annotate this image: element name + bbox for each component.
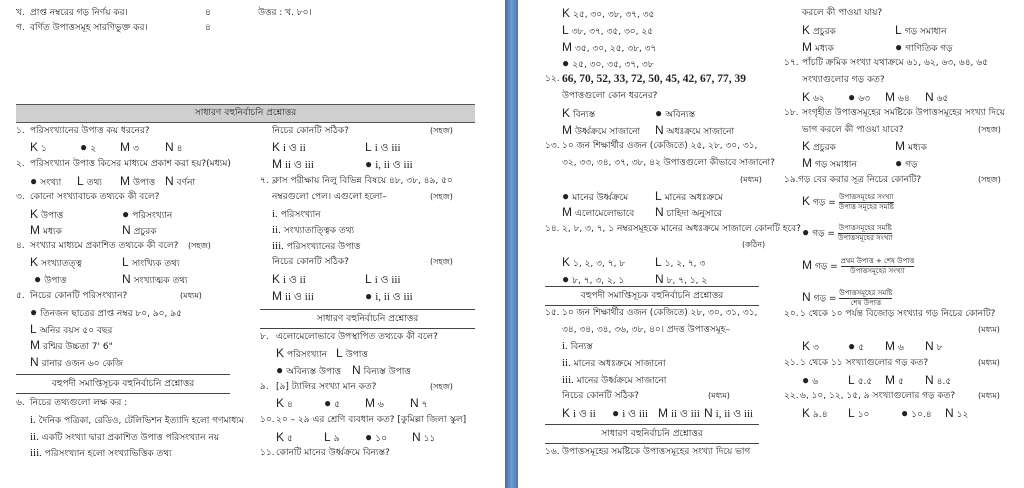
option-correct: ● ৫ (324, 396, 341, 410)
question-number: ১৩. (545, 141, 560, 151)
option: L i ও iii (365, 272, 401, 286)
section-header: বহুপদী সমাপ্তিসূচক বহুনির্বাচনি প্রশ্নোত্তর (16, 374, 230, 394)
option-formula: M গড় = $\frac{\text{প্রথম উপাত্ত + শেষ উপাত্ত}}{\text{উপাত্তসমূহের সংখ্যা}}$ (802, 257, 915, 275)
option: K i ও ii (272, 140, 306, 154)
option: K ১, ২, ৩, ৭, ৮ (562, 255, 626, 269)
option-correct (80, 141, 96, 155)
option-marker: N (122, 223, 131, 237)
question-number: ৬. (16, 398, 25, 408)
option: K বিন্যস্ত (562, 106, 596, 120)
option (165, 175, 195, 189)
option: L ১০ (848, 406, 870, 420)
section-header: সাধারণ বহুনির্বাচনি প্রশ্নোত্তর (16, 104, 475, 123)
option: N ৭ (410, 396, 428, 410)
option: M ৬ (885, 339, 904, 353)
option (120, 141, 139, 155)
filled-circle-icon: ● (30, 174, 38, 188)
option: M ৫ (885, 373, 904, 387)
option-correct (30, 306, 182, 320)
item-label: খ. (16, 8, 25, 18)
difficulty-label: (মধ্যম) (180, 291, 202, 300)
option: L ৫.৫ (848, 373, 873, 387)
question-text: কোনটি মানের উর্ধ্বক্রমে বিন্যস্ত? (276, 448, 390, 458)
option-text: রশ্মির উচ্চতা 7' 6" (43, 342, 113, 352)
difficulty-label: (সহজ) (978, 175, 1001, 184)
fraction: $\frac{\text{উপাত্তসমূহের সংখ্যা}}{\text{উপাত্ত সমূহের সমষ্টি}}$ (838, 193, 894, 211)
option: M ৬৪ (885, 90, 910, 104)
filled-circle-icon: ● (895, 40, 903, 54)
option: M এলোমেলোভাবে (562, 205, 635, 219)
filled-circle-icon: ● (324, 396, 332, 410)
question-text: ১ থেকে ১০ পর্যন্ত বিজোড় সংখ্যার গড় নিচের কোনটি? (800, 309, 996, 319)
option-correct: ● মানের উর্ধ্বক্রমে (562, 189, 629, 203)
question-text: ৩৪, ৩৪, ৩৪, ৩৬, ৩৮, ৪০। প্রদত্ত উপাত্তসমূহ– (562, 325, 730, 335)
option-correct (122, 208, 172, 222)
question-text: পরিসংখ্যানের উপাত্ত কয় ধরনের? (30, 126, 150, 136)
filled-circle-icon: ● (562, 272, 570, 286)
question-text: উপাত্তগুলো কোন ধরনের? (562, 91, 658, 101)
question-text: সংগৃহীত উপাত্তসমূহের সমষ্টিকে উপাত্তসমূহের সংখ্যা দিয়ে (802, 108, 1005, 118)
option: M ii ও iii (658, 406, 700, 420)
option: N চাহিদা অনুসারে (655, 205, 722, 219)
option-text: ১ (41, 144, 47, 154)
fraction: $\frac{\text{উপাত্তসমূহের সমষ্টি}}{\text{উপাত্তসমূহের সংখ্যা}}$ (837, 224, 893, 242)
option: L ৩৮, ৩৭, ৩৫, ৩০, ২৫ (562, 23, 654, 37)
question-text: এলোমেলোভাবে উপস্থাপিত তথ্যকে কী বলে? (276, 332, 438, 342)
item-text: বর্ণিত উপাত্তসমূহ সারণিভুক্ত কর। (30, 23, 148, 33)
option-text: উপাত্ত (41, 211, 64, 221)
question-text: পরিসংখ্যান উপাত্ত কিসের মাধ্যমে প্রকাশ করা হয়?(মধ্যম) (30, 159, 231, 169)
difficulty-label: (সহজ) (188, 241, 211, 250)
question-text: ৩২, ৩৩, ৩৪, ৩৭, ৩৮, ৪২ উপাত্তগুলো কীভাবে সাজানো? (562, 158, 775, 168)
question-number: ২১. (784, 358, 799, 368)
difficulty-label: (কঠিন) (742, 240, 766, 249)
option: N ১১ (412, 430, 436, 444)
filled-circle-icon: ● (802, 225, 810, 239)
option-marker: N (122, 272, 131, 286)
question-number: ১৬. (545, 447, 560, 457)
filled-circle-icon: ● (365, 289, 373, 303)
question-text: ১০ জন শিক্ষার্থীর ওজন (কেজিতে) ২৮, ৩০, ৩১, ৩১, (562, 308, 758, 318)
question-text: নম্বরগুলো পেল। এগুলো হলো– (272, 192, 387, 202)
option-marker: N (165, 174, 174, 188)
question-text: পাঁচটি ক্রমিক সংখ্যা যথাক্রমে ৬১, ৬২, ৬৩, ৬৪, ৬৫ (802, 58, 988, 68)
question-text: ২০ – ২৯ এর শ্রেণি ব্যবধান কত? [কুমিল্লা জিলা স্কুল] (276, 415, 467, 425)
option: K ৩ (802, 339, 819, 353)
answer-note: উত্তর : খ. ৮০। (258, 8, 312, 18)
option: K i ও ii (272, 272, 306, 286)
question-text: 66, 70, 52, 33, 72, 50, 45, 42, 67, 77, 39 (562, 73, 746, 85)
difficulty-label: (মধ্যম) (978, 325, 1000, 334)
section-header: সাধারণ বহুনির্বাচনি প্রশ্নোত্তর (260, 309, 475, 329)
option: K ৫ (276, 430, 293, 444)
option-formula: K গড় = $\frac{\text{উপাত্তসমূহের সংখ্যা}}{\text{উপাত্ত সমূহের সমষ্টি}}$ (802, 193, 894, 211)
question-number: ১৭. (784, 58, 799, 68)
question-number: ৩. (16, 192, 25, 202)
fraction: $\frac{\text{প্রথম উপাত্ত + শেষ উপাত্ত}}{\text{উপাত্তসমূহের সংখ্যা}}$ (840, 257, 915, 275)
page-gap-scrollbar[interactable] (505, 0, 518, 488)
question-text: ক্লাস পরীক্ষায় নিলু বিভিন্ন বিষয়ে ৪৮, ৩৮, ৪৯, ৫০ (272, 176, 453, 186)
option: N ৬৫ (925, 90, 949, 104)
question-text: নিচের তথ্যগুলো লক্ষ কর : (30, 398, 128, 408)
option: L i ও iii (365, 140, 401, 154)
option-correct (34, 273, 66, 287)
item-label: গ. (16, 23, 25, 33)
filled-circle-icon: ● (655, 106, 663, 120)
filled-circle-icon: ● (895, 156, 903, 170)
option-text: সংখ্যাত্মক তথ্য (133, 276, 188, 286)
option-marker: L (77, 174, 84, 188)
option-correct: ● i, ii ও iii (365, 289, 413, 303)
section-header: সাধারণ বহুনির্বাচনি প্রশ্নোত্তর (545, 424, 759, 444)
option-correct: ● অবিন্যস্ত উপাত্ত (276, 363, 342, 377)
option-marker: M (30, 338, 40, 352)
section-header: বহুপদী সমাপ্তিসূচক বহুনির্বাচনি প্রশ্নোত্তর (545, 286, 759, 306)
difficulty-label: (সহজ) (430, 257, 453, 266)
document-page-right (518, 0, 1024, 488)
filled-circle-icon: ● (562, 189, 570, 203)
filled-circle-icon: ● (80, 140, 88, 154)
question-number: ৮. (260, 332, 269, 342)
difficulty-label: (সহজ) (430, 126, 453, 135)
option: M গড় সমাধান (802, 156, 857, 170)
option-text: ২ (90, 144, 97, 154)
option-text: সংখ্যা (40, 178, 62, 188)
question-number: ২২. (784, 391, 799, 401)
option (165, 141, 183, 155)
statement: iii. মানের উর্ধ্বক্রমে সাজানো (562, 374, 667, 386)
filled-circle-icon: ● (848, 339, 856, 353)
option: K ৬২ (802, 90, 825, 104)
option (77, 175, 102, 189)
option-text: মধ্যক (43, 227, 62, 237)
question-text: ১ থেকে ১১ সংখ্যাগুলোর গড় কত? (800, 358, 929, 368)
option-correct: ● i, ii ও iii (365, 157, 413, 171)
option-marker: M (30, 223, 40, 237)
question-text: নিচের কোনটি সঠিক? (562, 391, 639, 401)
option: M ৬ (365, 396, 384, 410)
option: M ৩৫, ৩০, ২৫, ৩৮, ৩৭ (562, 40, 657, 54)
question-number: ১. (16, 126, 25, 136)
question-number: ৪. (16, 241, 25, 251)
option: K পরিসংখ্যান (276, 346, 327, 360)
question-number: ৫. (16, 291, 25, 301)
question-text: ভাগ করলে কী পাওয়া যাবে? (802, 125, 904, 135)
option-marker: N (30, 355, 39, 369)
filled-circle-icon: ● (365, 430, 373, 444)
question-number: ১৯. (784, 175, 799, 185)
question-number: ১০. (260, 415, 275, 425)
option-marker: L (122, 255, 129, 269)
option-correct (30, 175, 61, 189)
difficulty-label: (সহজ) (430, 192, 453, 201)
question-number: ২. (16, 159, 25, 169)
difficulty-label: (মধ্যম) (978, 391, 1000, 400)
question-text: নিচের কোনটি পরিসংখ্যান? (30, 291, 128, 301)
option-formula-correct: ● গড় = $\frac{\text{উপাত্তসমূহের সমষ্টি}}{\text{উপাত্তসমূহের সংখ্যা}}$ (802, 224, 893, 242)
option-text: পরিসংখ্যান (132, 211, 173, 221)
question-number: ১২. (545, 74, 560, 84)
statement: ii. সংখ্যাতাত্ত্বিক তথ্য (272, 224, 355, 236)
option (30, 224, 62, 238)
option: N ১২ (945, 406, 969, 420)
option: K প্রচুরক (802, 139, 836, 153)
option: L মানের অধঃক্রমে (655, 189, 723, 203)
filled-circle-icon: ● (34, 272, 42, 286)
question-text: ৬, ১০, ১২, ১৫, ৯ সংখ্যাগুলোর গড় কত? (800, 391, 956, 401)
option: L ৯ (324, 430, 340, 444)
option-correct: ● ৫ (848, 339, 865, 353)
option: K ৪ (276, 396, 293, 410)
difficulty-label: (সহজ) (978, 125, 1001, 134)
statement: i. দৈনিক পত্রিকা, রেডিও, টেলিভিশন ইত্যাদি হলো গণমাধ্যম (30, 414, 244, 426)
option: M ii ও iii (272, 289, 314, 303)
option-text: সাংখ্যিক তথ্য (131, 259, 180, 269)
statement: iii. পরিসংখ্যান হলো সংখ্যাভিত্তিক তথ্য (30, 447, 172, 459)
difficulty-label: (মধ্যম) (708, 391, 730, 400)
difficulty-label: (মধ্যম) (978, 358, 1000, 367)
option-correct: ● গাণিতিক গড় (895, 40, 953, 54)
option-marker: K (30, 207, 39, 221)
option: K ৯.৪ (802, 406, 828, 420)
option: N ৮, ৭, ১, ২ (655, 272, 708, 286)
statement: i. বিন্যস্ত (562, 340, 593, 352)
filled-circle-icon: ● (562, 56, 570, 70)
filled-circle-icon: ● (612, 406, 620, 420)
option-marker: M (120, 174, 130, 188)
option-correct: ● ৮, ৭, ৩, ২, ১ (562, 272, 625, 286)
question-number: ২০. (784, 309, 799, 319)
statement: i. পরিসংখ্যান (272, 208, 321, 220)
option (122, 224, 157, 238)
question-text: নিচের কোনটি সঠিক? (272, 257, 349, 267)
option-marker: K (30, 140, 39, 154)
option: L ১, ২, ৭, ৩ (655, 255, 706, 269)
option-correct: ● ১০ (365, 430, 387, 444)
filled-circle-icon: ● (901, 406, 909, 420)
option-marker: K (30, 255, 39, 269)
item-mark: ৪ (205, 23, 211, 33)
question-text: ২, ৮, ৩, ৭, ১ নম্বরসমূহকে মানের অধঃক্রমে সাজালে কোনটি হবে? (562, 224, 801, 234)
option: M মধ্যক (802, 40, 834, 54)
question-text: কোনো সংখ্যাবাচক তথ্যকে কী বলে? (30, 192, 160, 202)
question-number: ১৪. (545, 224, 560, 234)
question-text: উপাত্তসমূহের সমষ্টিকে উপাত্তসমূহের সংখ্যা দিয়ে ভাগ (562, 447, 751, 457)
option-text: ৪ (176, 144, 183, 154)
option-correct: ● ১০.৪ (901, 406, 932, 420)
option-text: রানার ওজন ৬০ কেজি (41, 359, 124, 369)
question-text: ১০ জন শিক্ষার্থীর ওজন (কেজিতে) ২৫, ২৮, ৩০, ৩১, (562, 141, 758, 151)
filled-circle-icon: ● (848, 90, 856, 104)
question-text: গড় বের করার সূত্র নিচের কোনটি? (798, 175, 922, 185)
option: N অধঃক্রমে সাজানো (655, 123, 735, 137)
option-correct: ● i ও iii (612, 406, 649, 420)
option: K প্রচুরক (802, 23, 836, 37)
option-text: বর্ণনা (176, 178, 196, 188)
question-number: ১১. (260, 448, 275, 458)
option-marker: L (30, 322, 37, 336)
option: L উপাত্ত (336, 346, 368, 360)
filled-circle-icon: ● (30, 305, 38, 319)
item-text: প্রাপ্ত নম্বরের গড় নির্ণয় কর। (30, 8, 128, 18)
option-correct: ● ২৫, ৩০, ৩৫, ৩৭, ৩৮ (562, 56, 654, 70)
option-text: তিনজন ছাত্রের প্রাপ্ত নম্বর ৮০, ৯০, ৯৫ (40, 309, 182, 319)
option: M ii ও iii (272, 157, 314, 171)
option-text: উপাত্ত (133, 178, 156, 188)
option (30, 339, 113, 353)
option-marker: M (120, 140, 130, 154)
option: M মধ্যক (895, 139, 927, 153)
item-mark: ৪ (205, 8, 211, 18)
question-text: নিচের কোনটি সঠিক? (272, 126, 349, 136)
option (30, 141, 47, 155)
option-marker: N (165, 140, 174, 154)
option: N বিন্যস্ত উপাত্ত (352, 363, 411, 377)
filled-circle-icon: ● (802, 373, 810, 387)
filled-circle-icon: ● (365, 157, 373, 171)
option: N ৪.৫ (925, 373, 952, 387)
option: N i, ii ও iii (704, 406, 754, 420)
filled-circle-icon: ● (122, 207, 130, 221)
question-text: [৯] ট্যালির সংখ্যা মান কত? (276, 382, 377, 392)
difficulty-label: (মধ্যম) (740, 175, 762, 184)
option: K i ও ii (562, 406, 596, 420)
fraction: $\frac{\text{উপাত্তসমূহের সমষ্টি}}{\text{শেষ উপাত্ত}}$ (839, 289, 893, 307)
question-number: ৭. (260, 176, 269, 186)
statement: iii. পরিসংখ্যানের উপাত্ত (272, 240, 361, 252)
option: M উর্ধ্বক্রমে সাজানো (562, 123, 641, 137)
document-page-left (0, 0, 505, 488)
option-correct: ● অবিন্যস্ত (655, 106, 696, 120)
question-text: সংখ্যাগুলোর গড় কত? (802, 75, 885, 85)
statement: ii. একটি সংখ্যা দ্বারা প্রকাশিত উপাত্ত পরিসংখ্যান নয় (30, 431, 220, 443)
difficulty-label: (সহজ) (430, 382, 453, 391)
statement: ii. মানের অধঃক্রমে সাজানো (562, 357, 666, 369)
option (30, 256, 82, 270)
option (30, 208, 63, 222)
option-text: অনির বয়স ৫০ বছর (39, 326, 113, 336)
question-text: করলে কী পাওয়া যায়? (802, 8, 883, 18)
option (122, 256, 180, 270)
option (30, 323, 112, 337)
option (120, 175, 155, 189)
question-number: ১৫. (545, 308, 560, 318)
option-text: উপাত্ত (44, 276, 67, 286)
option-text: সংখ্যাতত্ত্ব (41, 259, 82, 269)
option-correct: ● গড় (895, 156, 918, 170)
question-number: ১৮. (784, 108, 799, 118)
option (30, 356, 123, 370)
question-text: সংখ্যার মাধ্যমে প্রকাশিত তথ্যকে কী বলে? (30, 241, 179, 251)
option (122, 273, 188, 287)
option: L গড় সমাধান (895, 23, 947, 37)
filled-circle-icon: ● (276, 363, 284, 377)
option-text: তথ্য (86, 178, 102, 188)
option: N ৮ (925, 339, 943, 353)
option-text: ৩ (133, 144, 139, 154)
option-formula: N গড় = $\frac{\text{উপাত্তসমূহের সমষ্টি}}{\text{শেষ উপাত্ত}}$ (802, 289, 893, 307)
option-text: প্রচুরক (133, 227, 157, 237)
question-number: ৯. (260, 382, 269, 392)
option: K ২৫, ৩০, ৩৮, ৩৭, ৩৫ (562, 6, 655, 20)
option-correct: ● ৬৩ (848, 90, 870, 104)
option-correct: ● ৬ (802, 373, 819, 387)
